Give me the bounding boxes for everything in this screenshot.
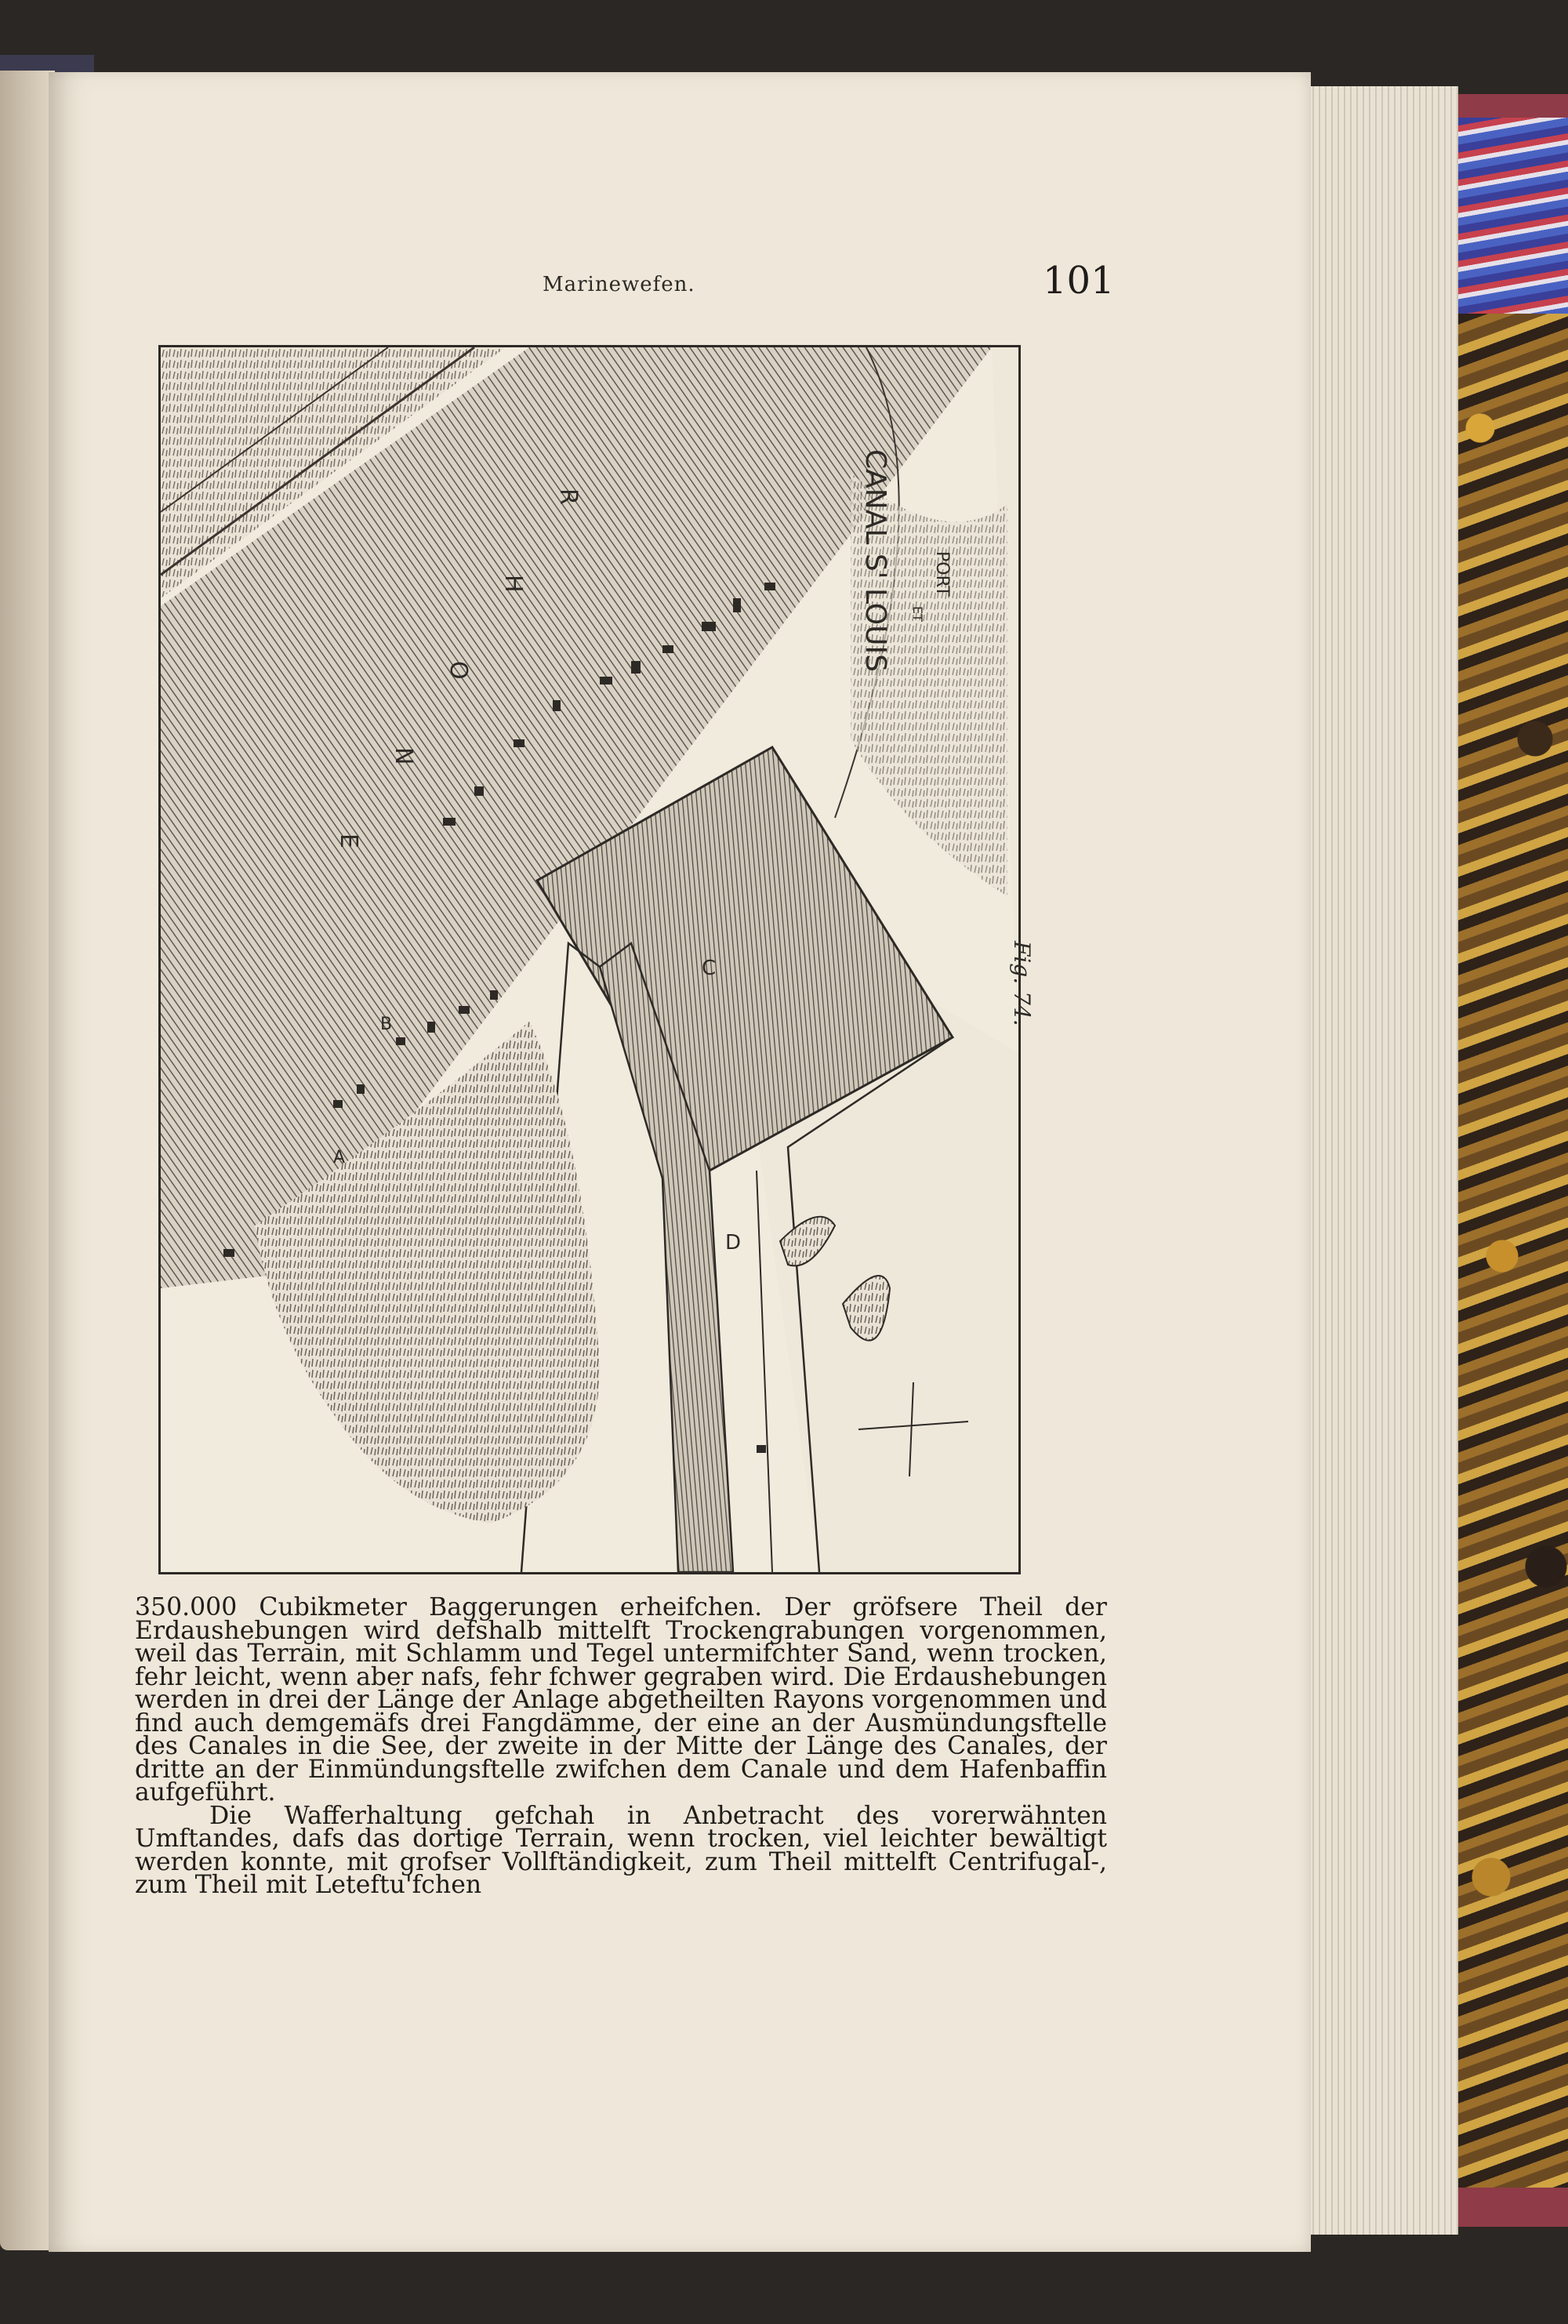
paragraph: Die Wafferhaltung gefchah in Anbetracht des vorerwähnten Umftandes, dafs das dortige Terrain, wenn trocken, viel leichter bewältigt werden konnte, mit grofser Vollftändigkeit, zum Theil mittelft Centrifugal-, zum Theil mit Leteftu'fchen bbox=[135, 1801, 1107, 1899]
map-canal-label: CANAL S' LOUIS bbox=[859, 449, 891, 672]
running-title: Marinewefen. bbox=[543, 273, 695, 296]
page-edges bbox=[1301, 86, 1458, 2235]
map-river-letter: N bbox=[390, 747, 417, 765]
map-port-label: PORT bbox=[932, 551, 952, 597]
page-header bbox=[49, 196, 1311, 303]
paragraph: 350.000 Cubikmeter Baggerungen erheifchen. Der gröfsere Theil der Erdaushebungen wird defshalb mittelft Trockengrabungen vorgenommen, weil das Terrain, mit Schlamm und Tegel untermifchter Sand, wenn trocken, fehr leicht, wenn aber nafs, fehr fchwer gegraben wird. Die Erdaushebungen werden in drei der Länge der Anlage abgetheilten Rayons vorgenommen und find auch demgemäfs drei Fangdämme, der eine an der Ausmündungsftelle des Canales in die See, der zweite in der Mitte der Länge des Canales, der dritte an der Einmündungsftelle zwifchen dem Canale und dem Hafenbaffin aufgeführt. bbox=[135, 1593, 1107, 1807]
marbled-endpaper-top bbox=[1458, 118, 1568, 314]
map-river-letter: E bbox=[335, 833, 362, 848]
map-basin-letter: C bbox=[702, 957, 717, 980]
map-basin-letter: D bbox=[725, 1231, 742, 1255]
harbor-map bbox=[161, 347, 1018, 1572]
map-river-letter: R bbox=[554, 488, 582, 505]
figure-caption: Fig. 74. bbox=[1009, 941, 1035, 1026]
map-river-letter: H bbox=[499, 575, 527, 593]
map-basin-letter: B bbox=[380, 1015, 393, 1034]
map-basin-letter: A bbox=[333, 1148, 346, 1167]
harbor-map-figure bbox=[158, 345, 1021, 1574]
map-et-label: ET bbox=[910, 606, 925, 622]
marbled-endpaper bbox=[1458, 118, 1568, 2188]
left-page-edge bbox=[0, 71, 55, 2250]
page-number: 101 bbox=[1043, 259, 1115, 303]
map-river-letter: O bbox=[445, 661, 472, 680]
body-text bbox=[135, 1593, 1107, 1899]
